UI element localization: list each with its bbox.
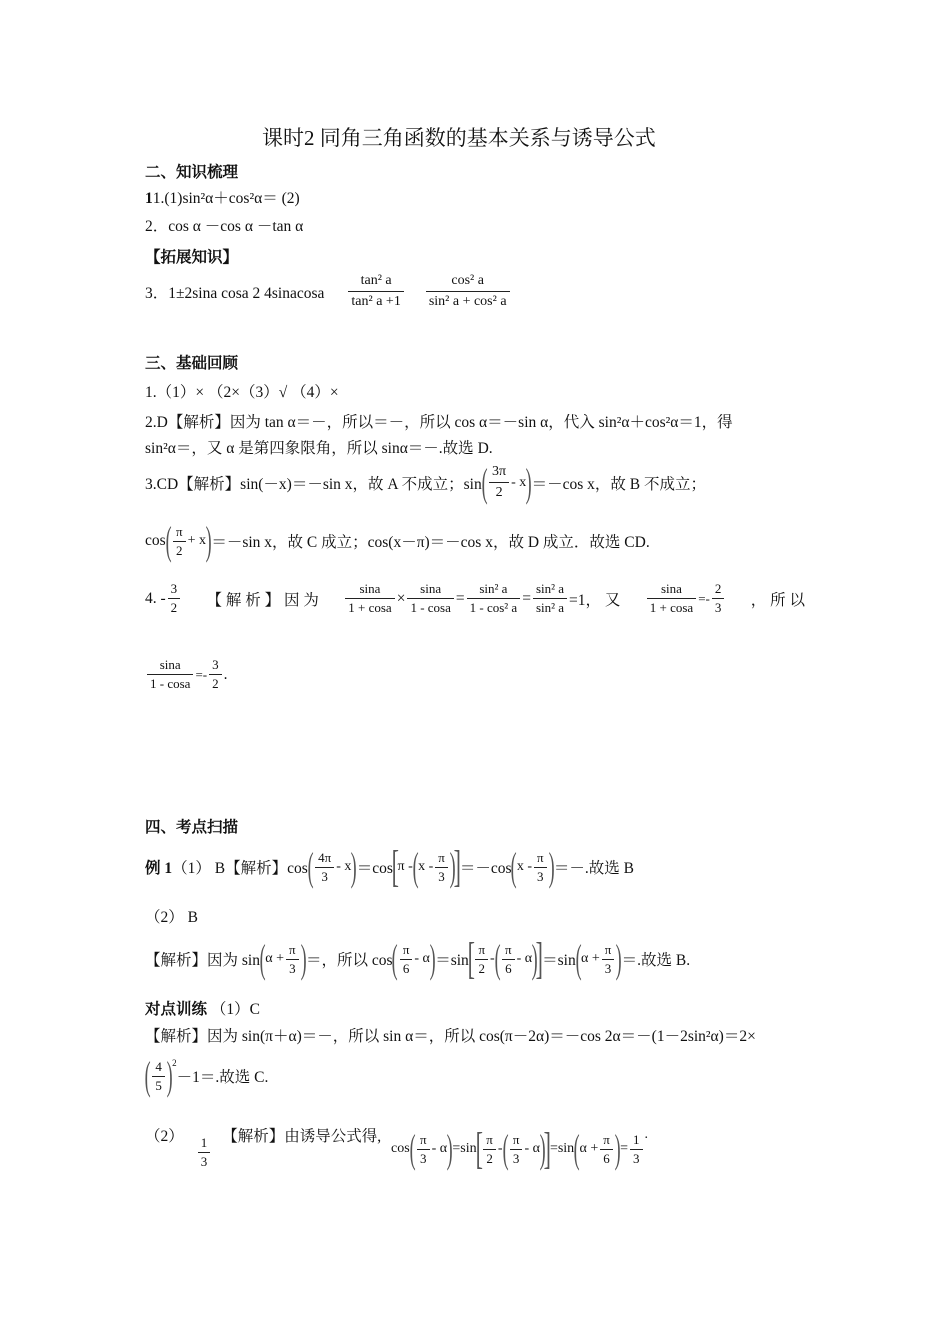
fraction-den: 3 bbox=[604, 960, 612, 976]
paren-left: ( bbox=[575, 936, 582, 981]
fraction bbox=[510, 1131, 523, 1168]
text: x - bbox=[516, 859, 532, 874]
fraction-den: 1 + cosa bbox=[348, 600, 392, 615]
fraction bbox=[400, 941, 413, 978]
training-line-a bbox=[145, 997, 260, 1019]
answer-2-line-b: sin²α＝，又 α 是第四象限角，所以 sinα＝－.故选 D. bbox=[145, 440, 493, 457]
paren-right: ) bbox=[166, 1053, 173, 1098]
example-1-part-2: （2） B bbox=[145, 909, 198, 926]
fraction-den: 3 bbox=[537, 868, 544, 884]
answer-4-line-b bbox=[145, 656, 227, 693]
fraction-den: 3 bbox=[512, 1150, 520, 1166]
text: cos bbox=[391, 1141, 410, 1156]
answer-4-line-a bbox=[145, 580, 805, 617]
fraction-num: 3π bbox=[489, 462, 509, 483]
answer-3-line-a bbox=[145, 459, 707, 505]
answer-4-given bbox=[645, 580, 727, 617]
text: ＝－cos bbox=[459, 860, 512, 877]
paren-right: ) bbox=[351, 844, 358, 889]
text: =- bbox=[195, 666, 208, 682]
bracket-left: [ bbox=[467, 934, 475, 983]
fraction-tan bbox=[348, 271, 403, 312]
bracket-right: ] bbox=[543, 1124, 552, 1173]
paren-right: ) bbox=[539, 1126, 546, 1171]
fraction bbox=[630, 1131, 643, 1168]
paren-left: ( bbox=[412, 844, 419, 889]
fraction-den: 2 bbox=[495, 485, 503, 500]
fraction bbox=[417, 1131, 430, 1168]
paren-right: ) bbox=[616, 936, 623, 981]
fraction-num: 3 bbox=[168, 580, 181, 599]
text: 【解析】因为 sin bbox=[145, 952, 260, 969]
text: = bbox=[620, 1141, 629, 1156]
text: =1， 又 bbox=[569, 591, 621, 609]
bracket-right: ] bbox=[453, 842, 462, 891]
fraction-num: 4π bbox=[315, 849, 334, 868]
paren-left: ( bbox=[165, 518, 172, 563]
fraction bbox=[209, 656, 222, 693]
fraction-den: 3 bbox=[321, 868, 328, 884]
text: cos bbox=[145, 532, 166, 549]
bracket-right: ] bbox=[536, 934, 544, 983]
fraction-den: 1 + cosa bbox=[649, 600, 694, 615]
paren-right: ) bbox=[614, 1126, 621, 1171]
fraction bbox=[152, 1058, 165, 1095]
bracket-left: [ bbox=[391, 842, 399, 891]
fraction-den: 3 bbox=[438, 868, 445, 884]
section-2-heading: 二、知识梳理 bbox=[145, 164, 239, 181]
fraction-num: 1 bbox=[198, 1134, 211, 1153]
paren-left: ( bbox=[259, 936, 266, 981]
fraction bbox=[647, 580, 696, 617]
paren-right: ) bbox=[449, 844, 456, 889]
fraction-num: π bbox=[173, 523, 186, 542]
fraction bbox=[435, 849, 448, 886]
fraction-num: π bbox=[600, 1131, 613, 1150]
fraction bbox=[345, 580, 394, 617]
text: =sin bbox=[452, 1141, 477, 1156]
fraction-den: 3 bbox=[714, 600, 722, 615]
sec2-line-1: 11.(1)sin²α＋cos²α＝ (2) bbox=[145, 190, 300, 207]
fraction bbox=[534, 849, 547, 886]
page-title: 课时2 同角三角函数的基本关系与诱导公式 bbox=[262, 126, 656, 150]
fraction-num: π bbox=[417, 1131, 430, 1150]
fraction-num: 3 bbox=[209, 656, 222, 675]
fraction-den: 3 bbox=[420, 1150, 427, 1166]
text: - bbox=[490, 951, 495, 966]
text: ＝－.故选 B bbox=[553, 860, 634, 877]
training-line-d bbox=[145, 1124, 381, 1171]
text: = bbox=[522, 589, 531, 607]
text: ＝sin bbox=[542, 952, 576, 969]
training-line-c bbox=[144, 1053, 269, 1098]
fraction-den: 5 bbox=[155, 1077, 162, 1093]
fraction-num: sina bbox=[345, 580, 394, 599]
text: x - bbox=[418, 859, 434, 874]
section-4-heading: 四、考点扫描 bbox=[145, 819, 239, 836]
text: - x bbox=[511, 474, 527, 490]
text: （1）C bbox=[210, 1001, 260, 1018]
paren-right: ) bbox=[531, 936, 538, 981]
text: ， 所 以 bbox=[750, 591, 805, 609]
text: 【解析】由诱导公式得, bbox=[222, 1128, 382, 1145]
fraction-num: sin² a bbox=[467, 580, 521, 599]
text: ＝cos bbox=[356, 860, 393, 877]
fraction-den: 6 bbox=[603, 1150, 610, 1166]
paren-left: ( bbox=[409, 1126, 416, 1171]
superscript: 2 bbox=[172, 1058, 177, 1068]
fraction-den: 6 bbox=[402, 960, 410, 976]
text: 【 解 析 】 因 为 bbox=[206, 591, 319, 609]
paren-right: ) bbox=[429, 936, 436, 981]
paren-left: ( bbox=[144, 1053, 151, 1098]
paren-left: ( bbox=[392, 936, 399, 981]
text: （1） B【解析】cos bbox=[172, 860, 308, 877]
fraction-num: 1 bbox=[630, 1131, 643, 1150]
fraction-num: 2 bbox=[712, 580, 725, 599]
text: α + bbox=[265, 951, 285, 966]
text: . bbox=[223, 665, 228, 683]
extension-heading: 【拓展知识】 bbox=[145, 249, 239, 266]
text: . bbox=[644, 1127, 649, 1142]
fraction-num: sina bbox=[647, 580, 696, 599]
fraction bbox=[489, 462, 509, 503]
text: α + bbox=[581, 951, 600, 966]
text: ＝－sin x，故 C 成立；cos(x－π)＝－cos x，故 D 成立．故选 CD. bbox=[211, 534, 650, 551]
text: ＝－cos x，故 B 不成立； bbox=[531, 475, 707, 493]
training-label: 对点训练 bbox=[145, 1001, 208, 1018]
text: - x bbox=[336, 859, 352, 874]
fraction bbox=[712, 580, 725, 617]
text: × bbox=[396, 589, 406, 607]
paren-right: ) bbox=[205, 518, 212, 563]
paren-left: ( bbox=[511, 844, 518, 889]
paren-left: ( bbox=[502, 1126, 509, 1171]
fraction-num: sin² a bbox=[533, 580, 567, 599]
text: －1＝.故选 C. bbox=[176, 1069, 269, 1086]
fraction bbox=[600, 1131, 613, 1168]
answer-4-value bbox=[145, 580, 182, 617]
fraction-num: cos² a bbox=[426, 271, 510, 292]
fraction-num: π bbox=[483, 1131, 496, 1150]
paren-left: ( bbox=[481, 459, 488, 505]
text: - α bbox=[431, 1141, 448, 1156]
text: α + bbox=[579, 1141, 599, 1156]
paren-right: ) bbox=[446, 1126, 453, 1171]
fraction-den: 3 bbox=[289, 960, 296, 976]
fraction-den: 2 bbox=[486, 1150, 493, 1166]
fraction-num: π bbox=[534, 849, 547, 868]
fraction bbox=[475, 941, 488, 978]
fraction-den: 1 - cos² a bbox=[469, 600, 518, 615]
sec2-line-3 bbox=[145, 271, 512, 312]
fraction bbox=[168, 580, 181, 617]
fraction bbox=[198, 1134, 211, 1171]
bracket-left: [ bbox=[475, 1124, 483, 1173]
section-3-heading: 三、基础回顾 bbox=[145, 355, 239, 372]
fraction-den: 2 bbox=[212, 676, 219, 691]
text: - α bbox=[524, 1141, 540, 1156]
fraction-cos bbox=[426, 271, 510, 312]
fraction bbox=[533, 580, 567, 617]
paren-right: ) bbox=[300, 936, 307, 981]
fraction-den: 1 - cosa bbox=[410, 600, 451, 615]
fraction-den: 3 bbox=[633, 1150, 640, 1166]
paren-left: ( bbox=[307, 844, 314, 889]
text: 3.CD【解析】sin(－x)＝－sin x，故 A 不成立；sin bbox=[145, 475, 482, 493]
fraction bbox=[173, 523, 186, 560]
fraction bbox=[602, 941, 615, 978]
fraction-den: 2 bbox=[176, 542, 183, 558]
answer-3-line-b bbox=[145, 518, 650, 563]
fraction-num: π bbox=[475, 941, 488, 960]
answer-1: 1.（1）× （2×（3）√ （4）× bbox=[145, 384, 339, 401]
fraction-den: 2 bbox=[170, 600, 178, 615]
fraction bbox=[483, 1131, 496, 1168]
fraction-num: tan² a bbox=[348, 271, 403, 292]
fraction-den: sin² a bbox=[535, 600, 565, 615]
fraction-num: sina bbox=[147, 656, 193, 675]
paren-right: ) bbox=[548, 844, 555, 889]
fraction-den: 1 - cosa bbox=[150, 676, 191, 691]
fraction-den: 2 bbox=[478, 960, 485, 976]
text: - α bbox=[516, 951, 533, 966]
text: π - bbox=[397, 859, 413, 874]
text: - α bbox=[414, 951, 430, 966]
sec2-line-3-text: 3．1±2sina cosa 2 4sinacosa bbox=[145, 284, 325, 302]
text: ＝.故选 B. bbox=[621, 952, 691, 969]
fraction bbox=[407, 580, 453, 617]
fraction bbox=[467, 580, 521, 617]
text: 4. - bbox=[145, 589, 166, 607]
paren-left: ( bbox=[494, 936, 501, 981]
fraction bbox=[147, 656, 193, 693]
fraction-num: sina bbox=[407, 580, 453, 599]
fraction-den: 3 bbox=[200, 1154, 208, 1169]
example-1-line-a bbox=[145, 842, 634, 891]
fraction bbox=[502, 941, 515, 978]
fraction bbox=[315, 849, 334, 886]
fraction-num: π bbox=[400, 941, 413, 960]
text: - bbox=[497, 1141, 503, 1156]
text: + x bbox=[187, 533, 206, 548]
fraction-den: sin² a + cos² a bbox=[428, 294, 507, 309]
fraction-num: 4 bbox=[152, 1058, 165, 1077]
answer-4-expression bbox=[343, 580, 620, 617]
text: =- bbox=[698, 590, 710, 606]
sec2-line-2: 2．cos α －cos α －tan α bbox=[145, 218, 304, 235]
example-label: 例 1 bbox=[145, 860, 173, 877]
fraction-num: π bbox=[286, 941, 299, 960]
paren-left: ( bbox=[573, 1126, 580, 1171]
text: =sin bbox=[549, 1141, 575, 1156]
answer-2-line-a: 2.D【解析】因为 tan α＝－，所以＝－，所以 cos α＝－sin α，代入 sin²α＋cos²α＝1，得 bbox=[145, 414, 733, 431]
fraction-den: tan² a +1 bbox=[351, 294, 401, 309]
fraction-num: π bbox=[602, 941, 615, 960]
sec2-line-1-text: 1.(1)sin²α＋cos²α＝ (2) bbox=[152, 190, 300, 207]
fraction bbox=[286, 941, 299, 978]
text: = bbox=[455, 589, 465, 607]
fraction-num: π bbox=[435, 849, 448, 868]
fraction-num: π bbox=[502, 941, 515, 960]
paren-right: ) bbox=[525, 459, 532, 505]
example-1-line-c bbox=[145, 934, 691, 983]
text: ＝sin bbox=[435, 952, 469, 969]
training-line-b: 【解析】因为 sin(π＋α)＝－，所以 sin α＝，所以 cos(π－2α)＝－cos 2α＝－(1－2sin²α)＝2× bbox=[145, 1028, 756, 1045]
training-line-e bbox=[391, 1124, 649, 1173]
text: ＝，所以 cos bbox=[305, 952, 393, 969]
fraction-den: 6 bbox=[505, 960, 512, 976]
fraction-num: π bbox=[510, 1131, 523, 1150]
text: （2） bbox=[145, 1128, 184, 1145]
